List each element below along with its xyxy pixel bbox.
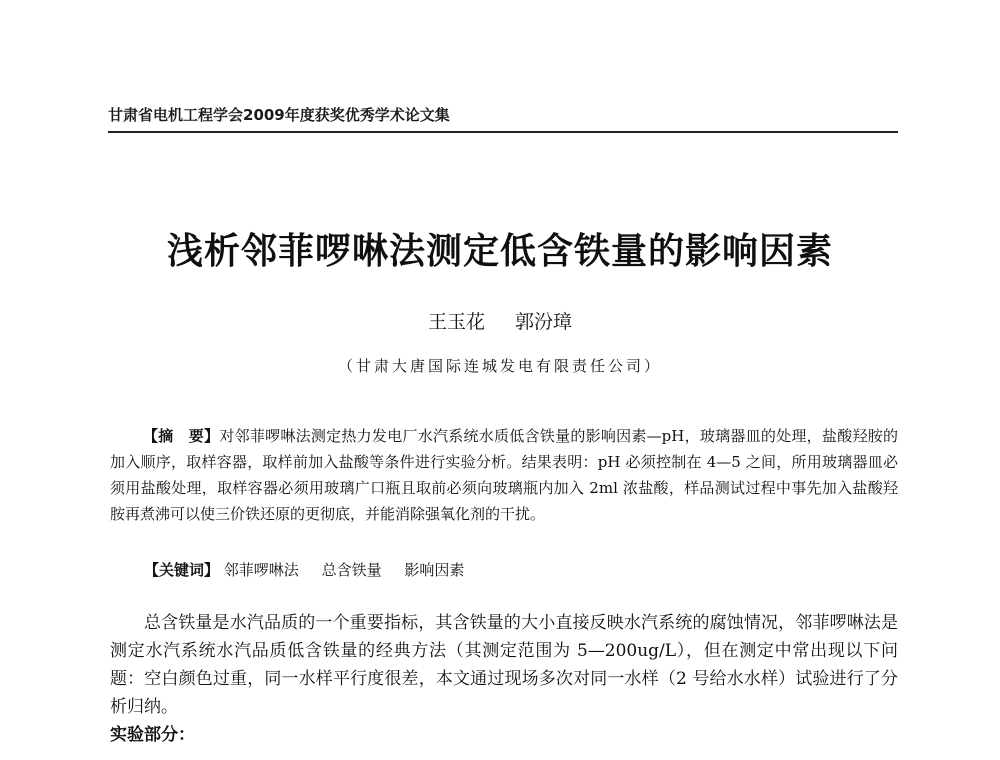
paper-title: 浅析邻菲啰啉法测定低含铁量的影响因素: [166, 230, 833, 272]
keywords-label: 【关键词】: [144, 561, 220, 579]
abstract-label: 【摘 要】: [143, 427, 220, 445]
author-name: 郭汾璋: [515, 311, 573, 333]
author-list: [0, 307, 1000, 334]
running-header-text: 甘肃省电机工程学会2009年度获奖优秀学术论文集: [108, 106, 450, 124]
section-heading: 实验部分：: [110, 725, 195, 745]
keyword: 邻菲啰啉法: [223, 561, 299, 579]
running-header: [108, 104, 898, 133]
author-name: 王玉花: [427, 311, 485, 333]
body-paragraph: 总含铁量是水汽品质的一个重要指标，其含铁量的大小直接反映水汽系统的腐蚀情况，邻菲啰啉法是测定水汽系统水汽品质低含铁量的经典方法（其测定范围为 5—200ug/L），但在测定中常出现以下问题：空白颜色过重，同一水样平行度很差，本文通过现场多次对同一水样（2 号给水水样）试验进行了分析归纳。: [110, 613, 898, 717]
author-affiliation: （甘肃大唐国际连城发电有限责任公司）: [337, 357, 662, 375]
abstract-text: 对邻菲啰啉法测定热力发电厂水汽系统水质低含铁量的影响因素—pH，玻璃器皿的处理，盐酸羟胺的加入顺序，取样容器，取样前加入盐酸等条件进行实验分析。结果表明：pH 必须控制在 4—5 之间，所用玻璃器皿必须用盐酸处理，取样容器必须用玻璃广口瓶且取前必须向玻璃瓶内加入 2ml 浓盐酸，样品测试过程中事先加入盐酸羟胺再煮沸可以使三价铁还原的更彻底，并能消除强氧化剂的干扰。: [110, 427, 898, 523]
keyword: 影响因素: [404, 561, 465, 579]
abstract: [110, 423, 898, 527]
keywords: [144, 557, 482, 583]
keyword: 总含铁量: [321, 561, 382, 579]
